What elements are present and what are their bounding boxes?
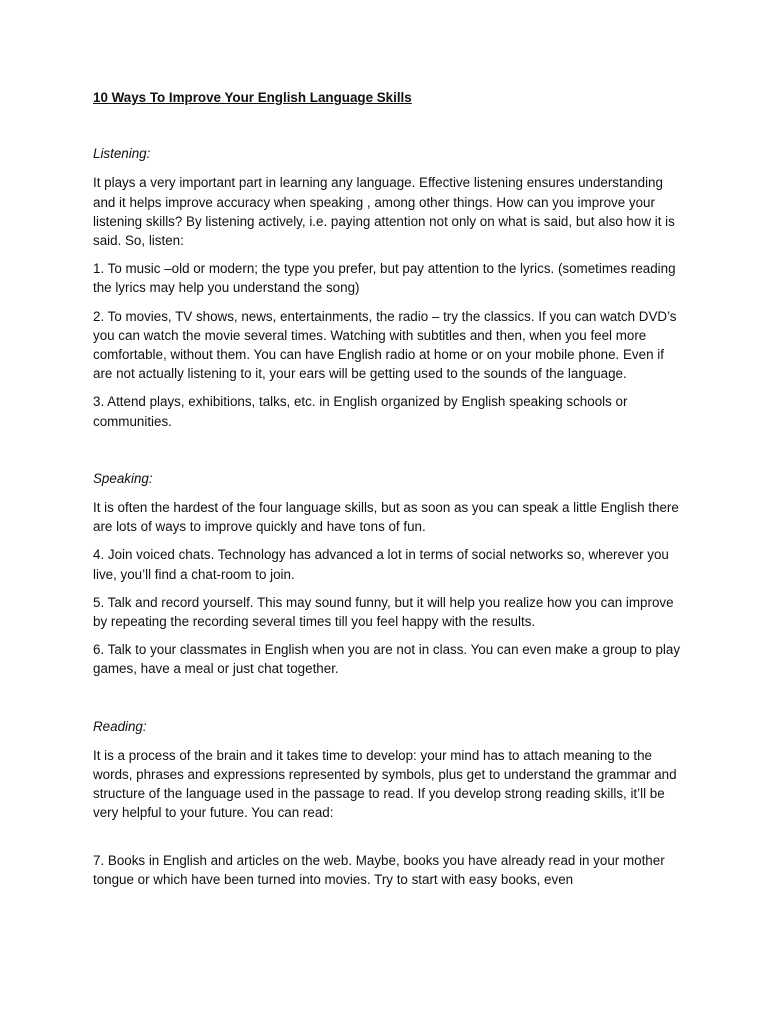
listening-heading: Listening: [93,146,151,162]
speaking-item-6: 6. Talk to your classmates in English when you are not in class. You can even make a group to play games, have a meal or just chat together. [93,642,681,677]
document-body [93,88,683,889]
listening-item-2: 2. To movies, TV shows, news, entertainments, the radio – try the classics. If you can watch DVD’s you can watch the movie several times. Watching with subtitles and then, when you feel more comfortable, without them. You can have English radio at home or on your mobile phone. Even if are not actually listening to it, your ears will be getting used to the sounds of the language. [93,308,677,382]
speaking-intro: It is often the hardest of the four language skills, but as soon as you can speak a little English there are lots of ways to improve quickly and have tons of fun. [93,500,679,535]
speaking-item-5: 5. Talk and record yourself. This may sound funny, but it will help you realize how you can improve by repeating the recording several times till you feel happy with the results. [93,594,674,630]
reading-heading: Reading: [93,718,147,734]
speaking-heading: Speaking: [93,470,153,486]
document-title: 10 Ways To Improve Your English Language Skills [93,90,412,105]
reading-intro: It is a process of the brain and it takes time to develop: your mind has to attach meaning to the words, phrases and expressions represented by symbols, plus get to understand the grammar and structure of the language used in the passage to read. If you develop strong reading skills, it’ll be very helpful to your future. You can read: [93,747,677,821]
reading-item-7: 7. Books in English and articles on the web. Maybe, books you have already read in your mother tongue or which have been turned into movies. Try to start with easy books, even [93,852,665,887]
speaking-item-4: 4. Join voiced chats. Technology has advanced a lot in terms of social networks so, wherever you live, you’ll find a chat-room to join. [93,547,669,582]
listening-intro: It plays a very important part in learning any language. Effective listening ensures understanding and it helps improve accuracy when speaking , among other things. How can you improve your listening skills? By listening actively, i.e. paying attention not only on what is said, but also how it is said. So, listen: [93,175,675,249]
listening-item-3: 3. Attend plays, exhibitions, talks, etc. in English organized by English speaking schools or communities. [93,394,628,429]
listening-item-1: 1. To music –old or modern; the type you prefer, but pay attention to the lyrics. (sometimes reading the lyrics may help you understand the song) [93,261,676,296]
